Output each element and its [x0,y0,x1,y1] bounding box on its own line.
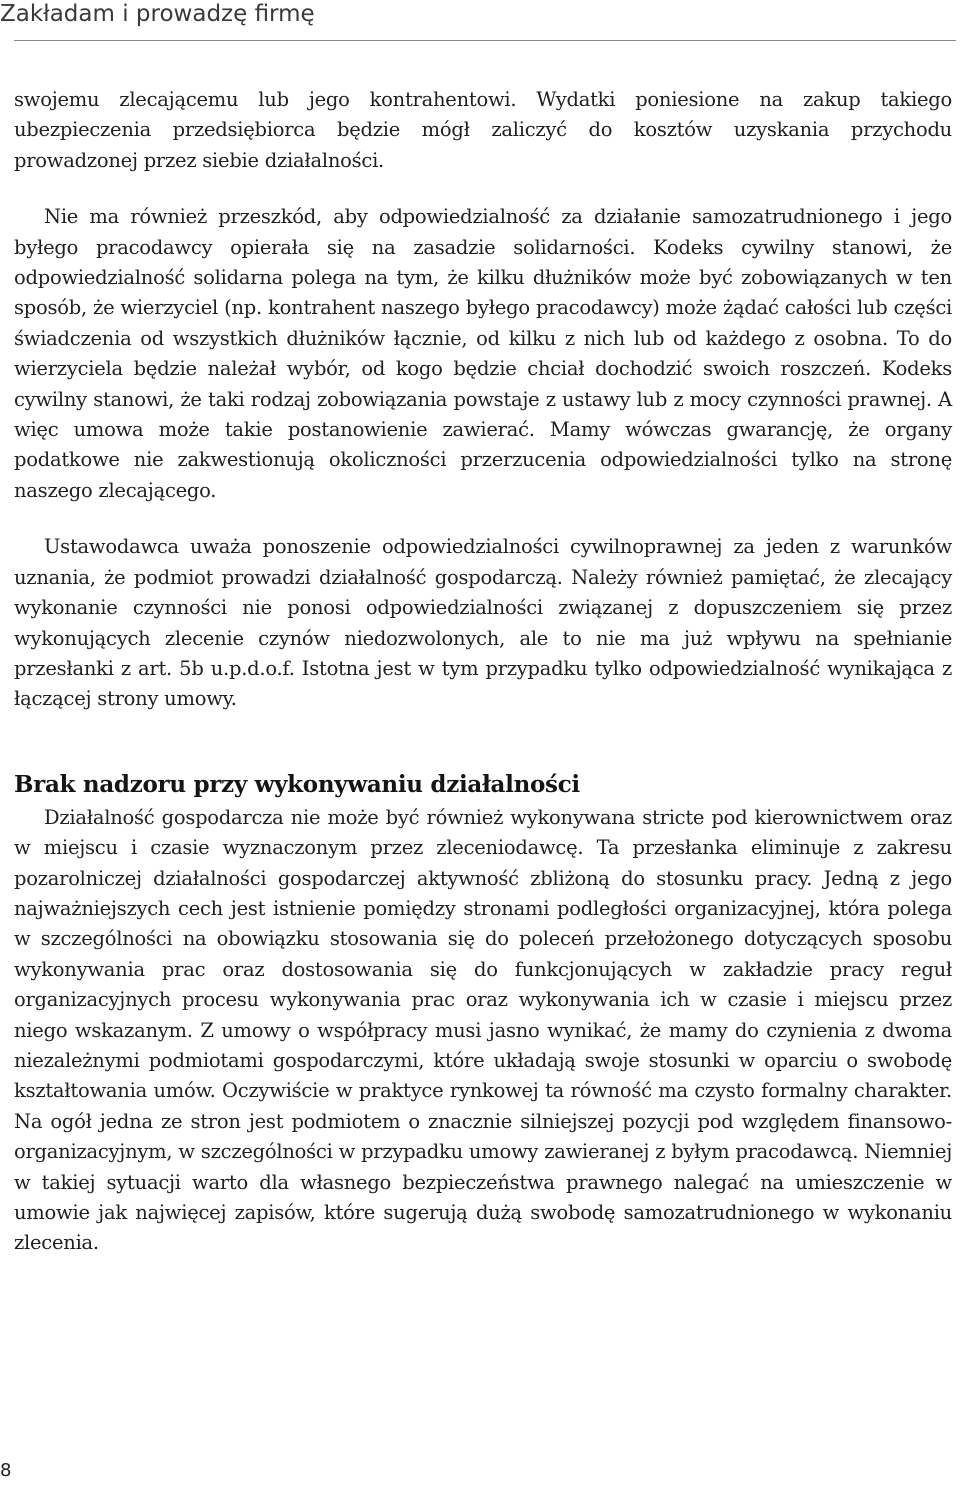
running-header [0,0,960,42]
paragraph-civil-liability: Ustawodawca uważa ponoszenie odpowiedzialności cywilnoprawnej za jeden z warunków uznania, że podmiot prowadzi działalność gospodarczą. Należy również pamiętać, że zlecający wykonanie czynności nie ponosi odpowiedzialności związanej z dopuszczeniem się przez wykonujących zlecenie czynów niedozwolonych, ale to nie ma już wpływu na spełnianie przesłanki z art. 5b u.p.d.o.f. Istotna jest w tym przypadku tylko odpowiedzialność wynikająca z łączącej strony umowy. [14,535,952,711]
page-body [14,85,952,1259]
page-number: 8 [0,1460,12,1481]
paragraph-continued: swojemu zlecającemu lub jego kontrahentowi. Wydatki poniesione na zakup takiego ubezpieczenia przedsiębiorca będzie mógł zaliczyć do kosztów uzyskania przychodu prowadzonej przez siebie działalności. [14,88,952,172]
header-divider [14,40,956,41]
paragraph-no-supervision: Działalność gospodarcza nie może być również wykonywana stricte pod kierownictwem oraz w miejscu i czasie wyznaczonym przez zleceniodawcę. Ta przesłanka eliminuje z zakresu pozarolniczej działalności gospodarczej aktywność zbliżoną do stosunku pracy. Jedną z jego najważniejszych cech jest istnienie pomiędzy stronami podległości organizacyjnej, która polega w szczególności na obowiązku stosowania się do poleceń przełożonego dotyczących sposobu wykonywania prac oraz dostosowania się do funkcjonujących w zakładzie pracy reguł organizacyjnych procesu wykonywania prac oraz wykonywania ich w czasie i miejscu przez niego wskazanym. Z umowy o współpracy musi jasno wynikać, że mamy do czynienia z dwoma niezależnymi podmiotami gospodarczymi, które układają swoje stosunki w oparciu o swobodę kształtowania umów. Oczywiście w praktyce rynkowej ta równość ma czysto formalny charakter. Na ogół jedna ze stron jest podmiotem o znacznie silniejszej pozycji pod względem finansowo-organizacyjnym, w szczególności w przypadku umowy zawieranej z byłym pracodawcą. Niemniej w takiej sytuacji warto dla własnego bezpieczeństwa prawnego nalegać na umieszczenie w umowie jak najwięcej zapisów, które sugerują dużą swobodę samozatrudnionego w wykonaniu zlecenia. [14,805,952,1255]
paragraph-solidarity: Nie ma również przeszkód, aby odpowiedzialność za działanie samozatrudnionego i jego byłego pracodawcy opierała się na zasadzie solidarności. Kodeks cywilny stanowi, że odpowiedzialność solidarna polega na tym, że kilku dłużników może być zobowiązanych w ten sposób, że wierzyciel (np. kontrahent naszego byłego pracodawcy) może żądać całości lub części świadczenia od wszystkich dłużników łącznie, od kilku z nich lub od każdego z osobna. To do wierzyciela będzie należał wybór, od kogo będzie chciał dochodzić swoich roszczeń. Kodeks cywilny stanowi, że taki rodzaj zobowiązania powstaje z ustawy lub z mocy czynności prawnej. A więc umowa może takie postanowienie zawierać. Mamy wówczas gwarancję, że organy podatkowe nie zakwestionują okoliczności przerzucenia odpowiedzialności tylko na stronę naszego zlecającego. [14,205,952,502]
running-header-title: Zakładam i prowadzę firmę [0,1,315,27]
section-heading: Brak nadzoru przy wykonywaniu działalności [14,770,580,798]
